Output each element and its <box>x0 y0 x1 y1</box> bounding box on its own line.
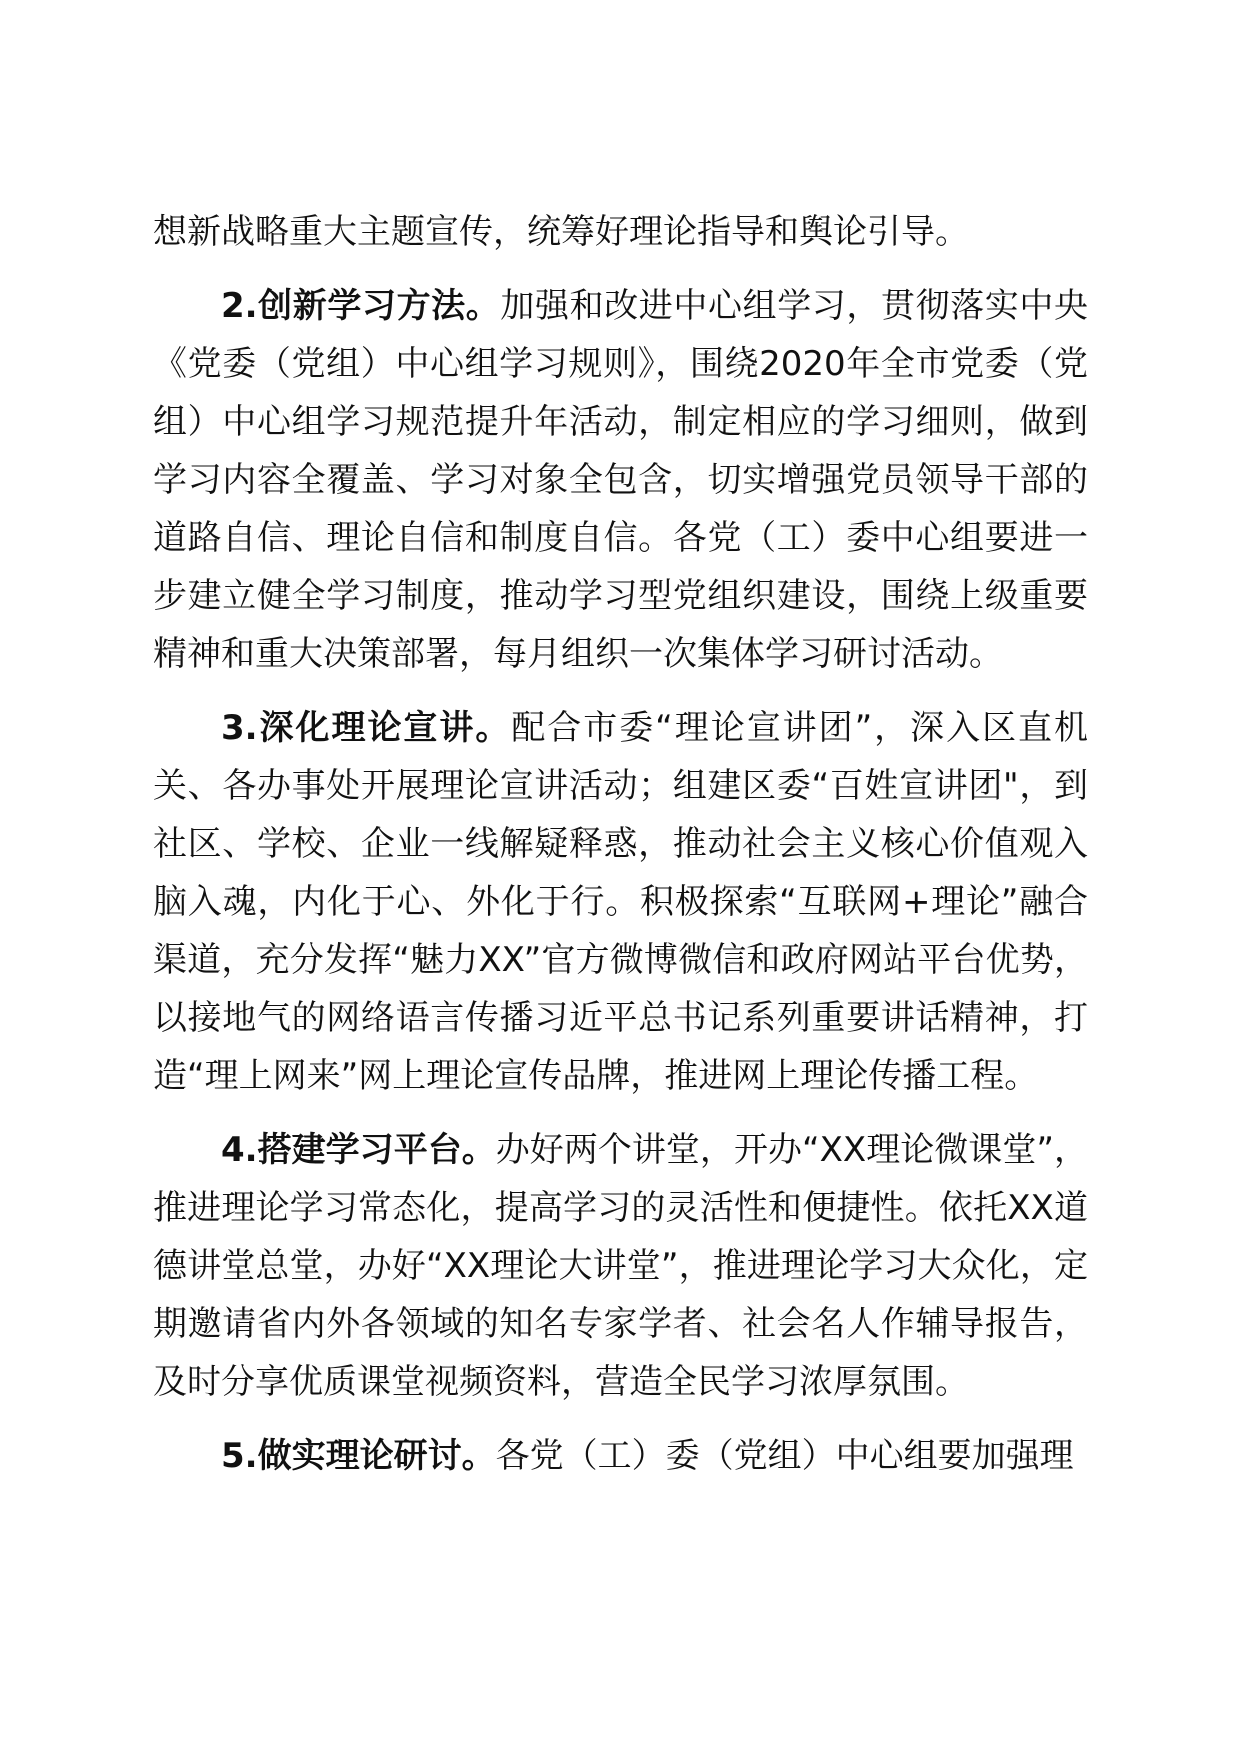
paragraph-4-text: 办好两个讲堂，开办“XX理论微课堂”，推进理论学习常态化，提高学习的灵活性和便捷性。依托XX道德讲堂总堂，办好“XX理论大讲堂”，推进理论学习大众化，定期邀请省内外各领域的知名专家学者、社会名人作辅导报告，及时分享优质课堂视频资料，营造全民学习浓厚氛围。 <box>153 1130 1088 1402</box>
paragraph-5-heading: 5.做实理论研讨。 <box>221 1436 496 1476</box>
paragraph-3 <box>153 699 1088 1105</box>
paragraph-2-text: 加强和改进中心组学习，贯彻落实中央《党委（党组）中心组学习规则》，围绕2020年全市党委（党组）中心组学习规范提升年活动，制定相应的学习细则，做到学习内容全覆盖、学习对象全包含，切实增强党员领导干部的道路自信、理论自信和制度自信。各党（工）委中心组要进一步建立健全学习制度，推动学习型党组织建设，围绕上级重要精神和重大决策部署，每月组织一次集体学习研讨活动。 <box>153 286 1089 674</box>
paragraph-2 <box>153 277 1088 683</box>
paragraph-3-heading: 3.深化理论宣讲。 <box>221 708 512 748</box>
paragraph-2-heading: 2.创新学习方法。 <box>221 286 501 326</box>
paragraph-4-heading: 4.搭建学习平台。 <box>221 1130 496 1170</box>
paragraph-4 <box>153 1121 1088 1411</box>
paragraph-5 <box>153 1427 1088 1485</box>
document-body <box>153 203 1088 1485</box>
paragraph-3-text: 配合市委“理论宣讲团”，深入区直机关、各办事处开展理论宣讲活动；组建区委“百姓宣讲团"，到社区、学校、企业一线解疑释惑，推动社会主义核心价值观入脑入魂，内化于心、外化于行。积极探索“互联网+理论”融合渠道，充分发挥“魅力XX”官方微博微信和政府网站平台优势，以接地气的网络语言传播习近平总书记系列重要讲话精神，打造“理上网来”网上理论宣传品牌，推进网上理论传播工程。 <box>153 708 1088 1096</box>
paragraph-5-text: 各党（工）委（党组）中心组要加强理 <box>495 1436 1074 1476</box>
paragraph-1 <box>153 203 1088 261</box>
paragraph-1-text: 想新战略重大主题宣传，统筹好理论指导和舆论引导。 <box>153 212 969 252</box>
